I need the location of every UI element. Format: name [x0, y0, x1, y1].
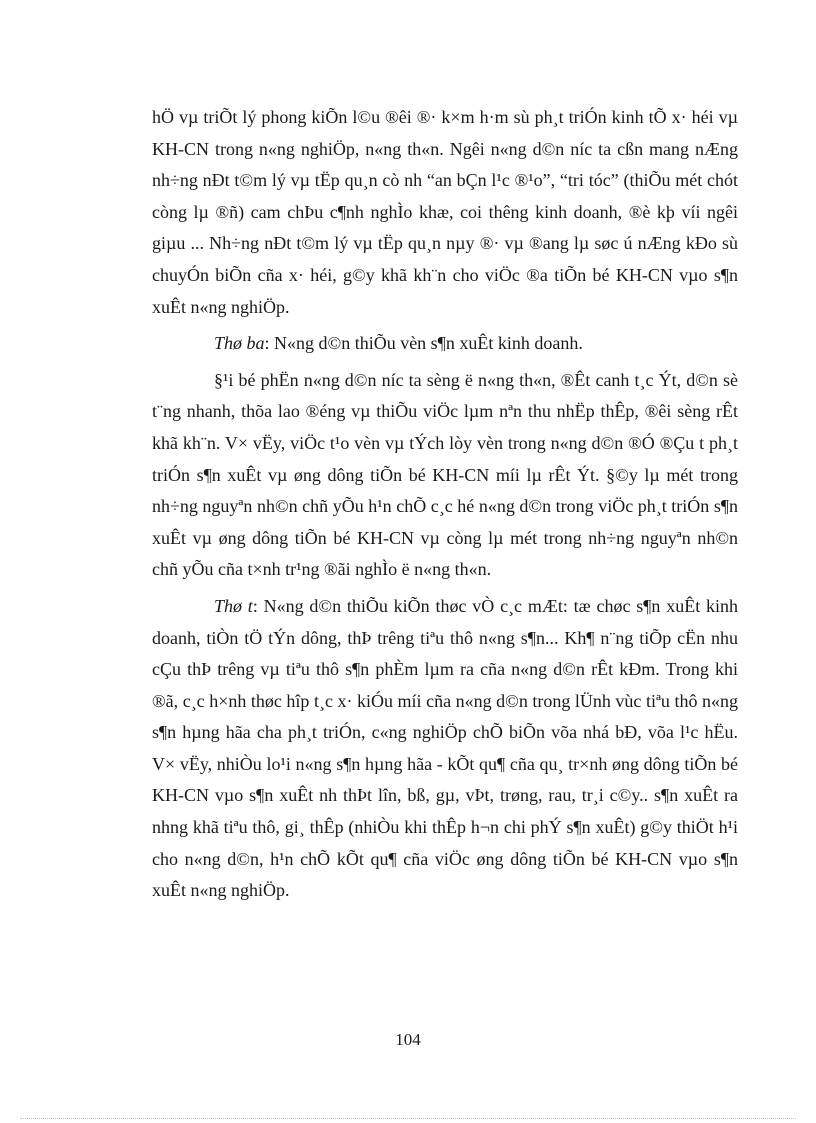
paragraph-lead: Thø ba [214, 333, 265, 354]
paragraph-text: hÖ vµ triÕt lý phong kiÕn l©u ®êi ®· k×m h·m sù ph¸t triÓn kinh tÕ x· héi vµ KH-CN trong n«ng nghiÖp, n«ng th«n. Ngêi n«ng d©n níc ta cßn mang nÆng nh÷ng nÐt t©m lý vµ tËp qu¸n cò nh “an bÇn l¹c ®¹o”, “tri tóc” (thiÕu mét chót còng lµ ®ñ) cam chÞu c¶nh nghÌo khæ, coi thêng kinh doanh, ®è kþ víi ngêi giµu ... Nh÷ng nÐt t©m lý vµ tËp qu¸n nµy ®· vµ ®ang lµ søc ú nÆng kÐo sù chuyÓn biÕn cña x· héi, g©y khã kh¨n cho viÖc ®a tiÕn bé KH-CN vµo s¶n xuÊt n«ng nghiÖp. [152, 107, 738, 317]
page-bottom-divider [20, 1118, 796, 1119]
paragraph-text: : N«ng d©n thiÕu kiÕn thøc vÒ c¸c mÆt: tæ chøc s¶n xuÊt kinh doanh, tiÒn tÖ tÝn dông, thÞ trêng tiªu thô n«ng s¶n... Kh¶ n¨ng tiÕp cËn nhu cÇu thÞ trêng vµ tiªu thô s¶n phÈm lµm ra cña n«ng d©n rÊt kÐm. Trong khi ®ã, c¸c h×nh thøc hîp t¸c x· kiÓu míi cña n«ng d©n trong lÜnh vùc tiªu thô n«ng s¶n hµng hãa cha ph¸t triÓn, c«ng nghiÖp chÕ biÕn võa nhá bÐ, võa l¹c hËu. V× vËy, nhiÒu lo¹i n«ng s¶n hµng hãa - kÕt qu¶ cña qu¸ tr×nh øng dông tiÕn bé KH-CN vµo s¶n xuÊt nh thÞt lîn, bß, gµ, vÞt, trøng, rau, tr¸i c©y.. s¶n xuÊt ra nhng khã tiªu thô, gi¸ thÊp (nhiÒu khi thÊp h¬n chi phÝ s¶n xuÊt) g©y thiÖt h¹i cho n«ng d©n, h¹n chÕ kÕt qu¶ cña viÖc øng dông tiÕn bé KH-CN vµo s¶n xuÊt n«ng nghiÖp. [152, 595, 738, 901]
paragraph-fourth-point [152, 591, 738, 907]
page-number: 104 [395, 1030, 421, 1049]
paragraph-continuation [152, 102, 738, 323]
paragraph-text: : N«ng d©n thiÕu vèn s¶n xuÊt kinh doanh. [264, 333, 583, 354]
paragraph-third-point [152, 328, 738, 360]
document-body [152, 102, 738, 907]
paragraph-lead: Thø t [214, 595, 253, 616]
paragraph-capital-shortage [152, 365, 738, 586]
paragraph-text: §¹i bé phËn n«ng d©n níc ta sèng ë n«ng th«n, ®Êt canh t¸c Ýt, d©n sè t¨ng nhanh, thõa lao ®éng vµ thiÕu viÖc lµm nªn thu nhËp thÊp, ®êi sèng rÊt khã kh¨n. V× vËy, viÖc t¹o vèn vµ tÝch lòy vèn trong n«ng d©n ®Ó ®Çu t ph¸t triÓn s¶n xuÊt vµ øng dông tiÕn bé KH-CN míi lµ rÊt Ýt. §©y lµ mét trong nh÷ng nguyªn nh©n chñ yÕu h¹n chÕ c¸c hé n«ng d©n trong viÖc ph¸t triÓn s¶n xuÊt vµ øng dông tiÕn bé KH-CN vµ còng lµ mét trong nh÷ng nguyªn nh©n chñ yÕu cña t×nh tr¹ng ®ãi nghÌo ë n«ng th«n. [152, 369, 738, 580]
